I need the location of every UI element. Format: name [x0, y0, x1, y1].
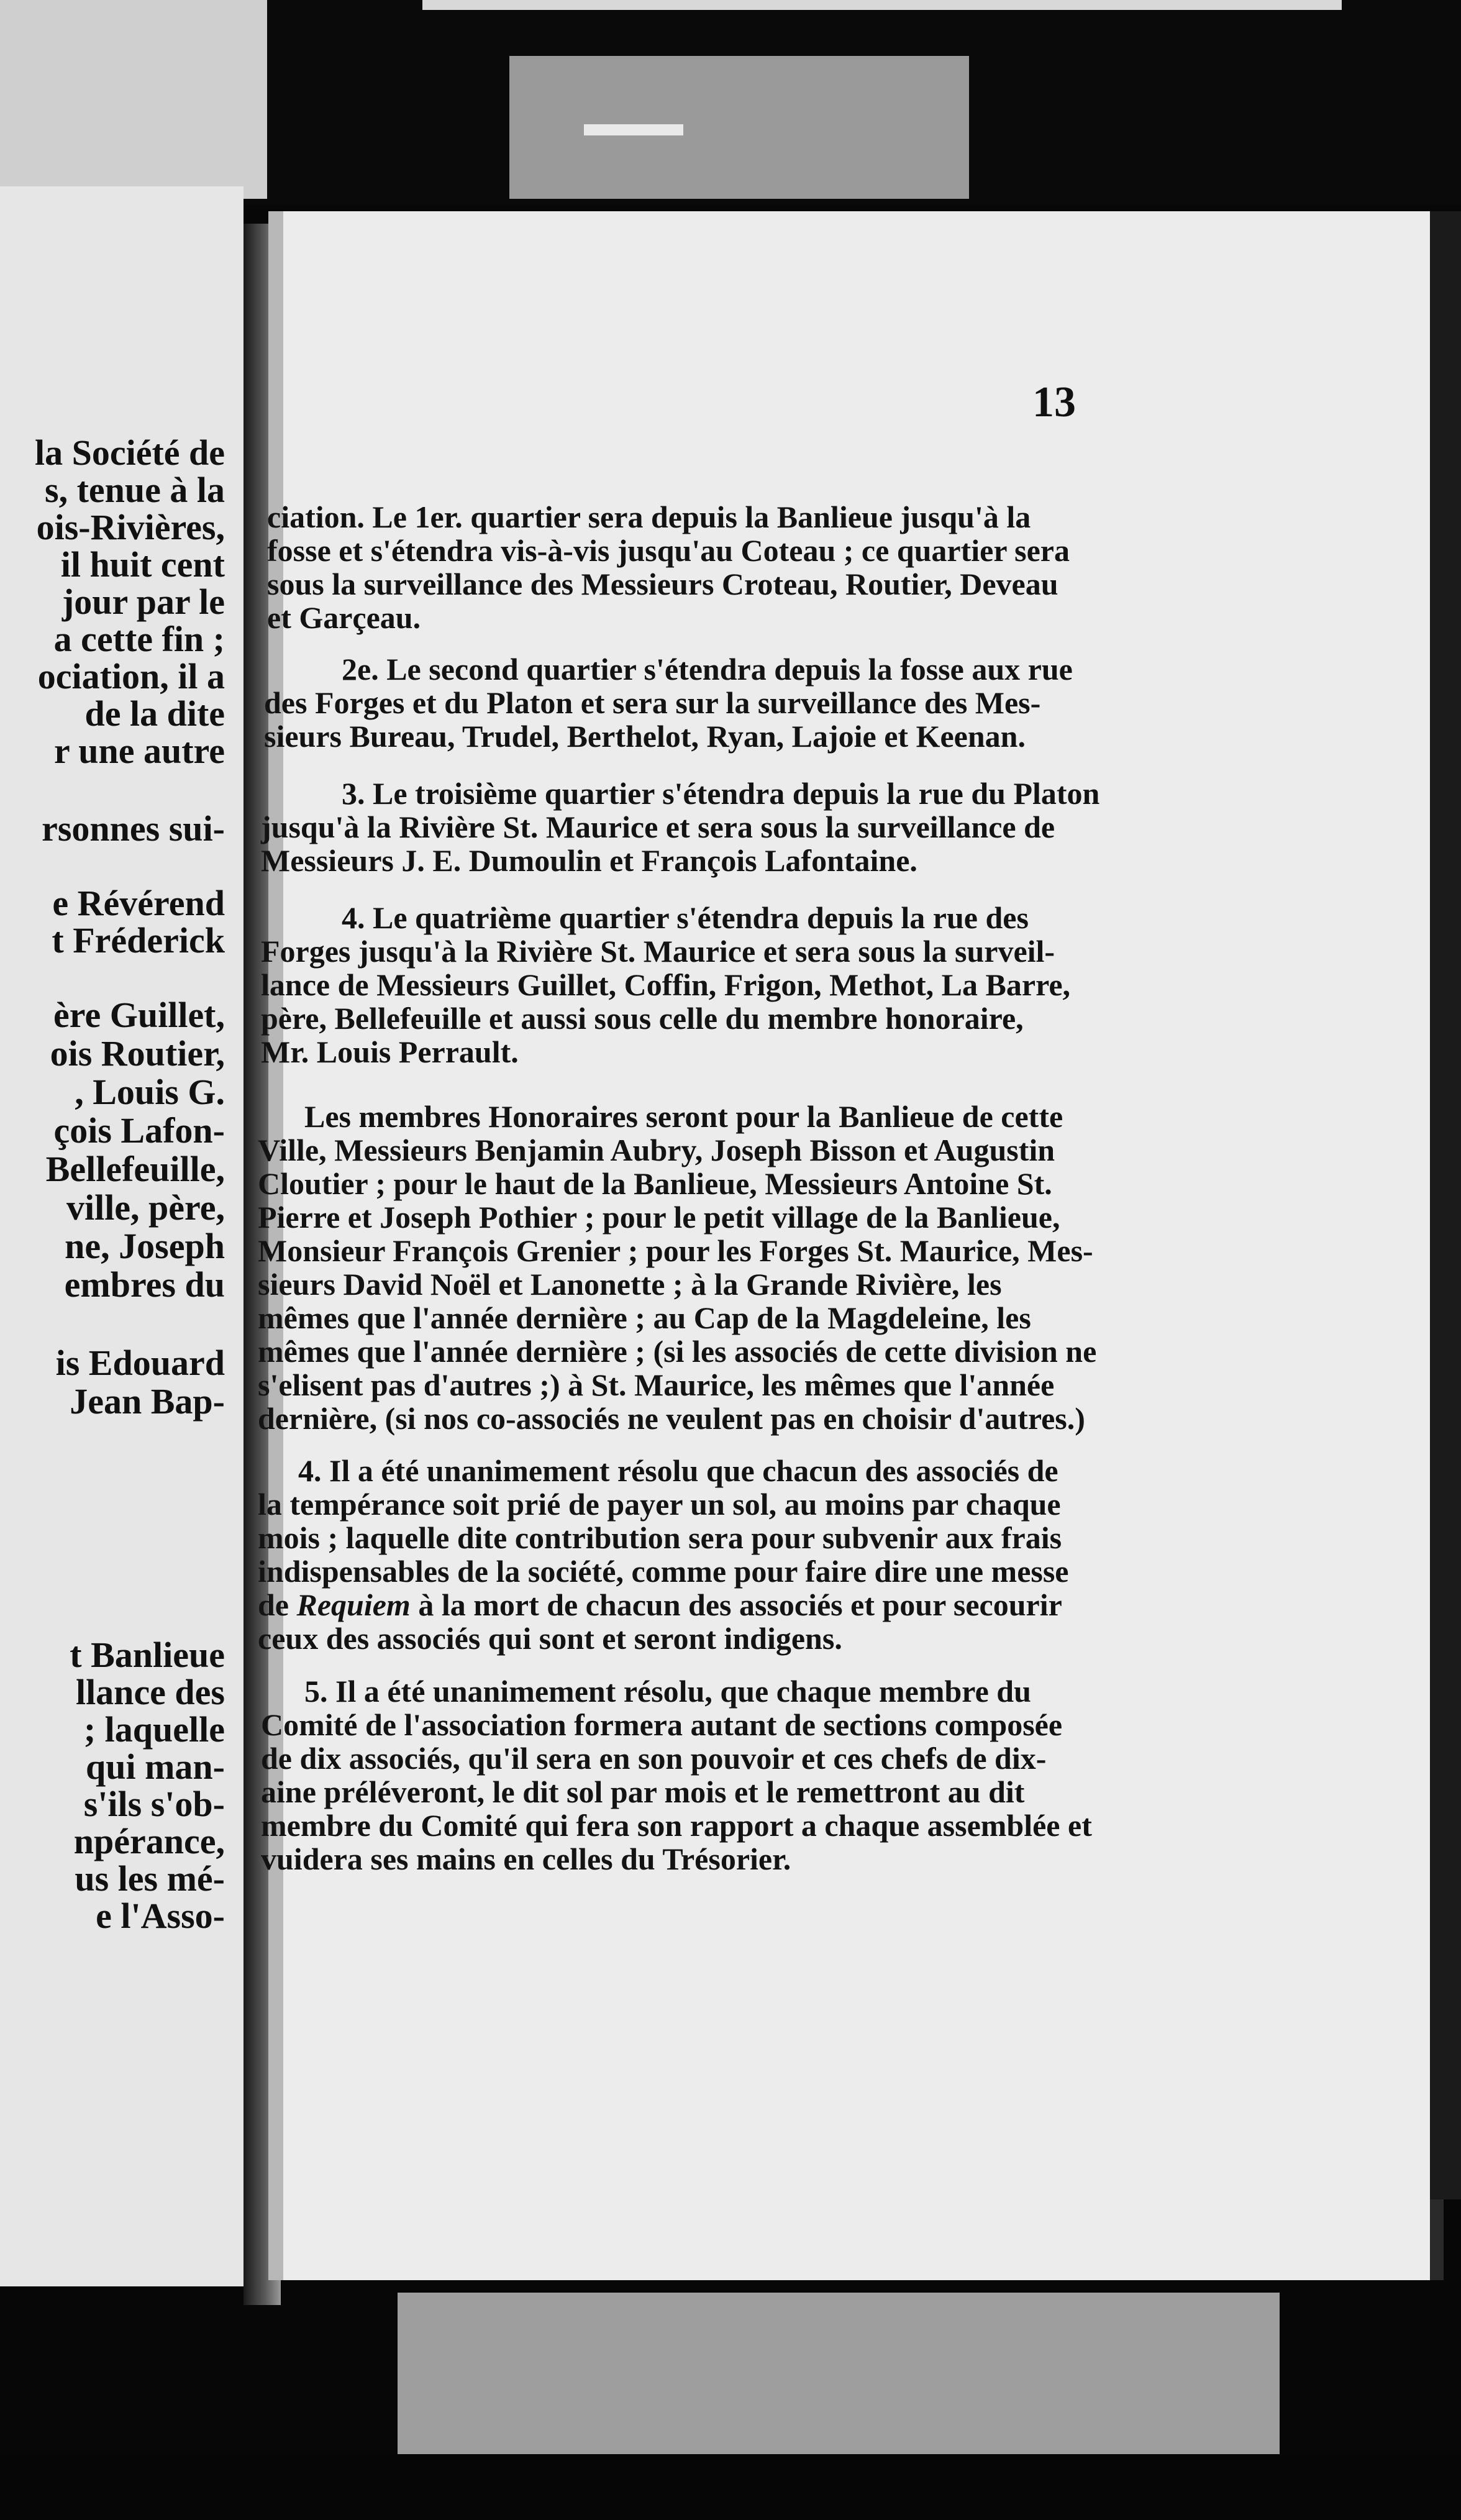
- text-line: 5. Il a été unanimement résolu, que chaque membre du: [304, 1674, 1031, 1709]
- text-line: membre du Comité qui fera son rapport a chaque assemblée et: [261, 1808, 1092, 1843]
- page-right-edge: [1430, 211, 1461, 2199]
- smudge-mark: [584, 124, 683, 135]
- text-line: sieurs Bureau, Trudel, Berthelot, Ryan, Lajoie et Keenan.: [264, 719, 1026, 754]
- text-line: Messieurs J. E. Dumoulin et François Lafontaine.: [261, 843, 917, 878]
- film-gap: [422, 0, 1342, 10]
- left-line: Bellefeuille,: [45, 1149, 225, 1189]
- text-line: 3. Le troisième quartier s'étendra depuis la rue du Platon: [342, 776, 1100, 811]
- text-line: dernière, (si nos co-associés ne veulent pas en choisir d'autres.): [258, 1401, 1085, 1436]
- left-line: e l'Asso-: [96, 1896, 225, 1936]
- text-line: des Forges et du Platon et sera sur la surveillance des Mes-: [264, 685, 1041, 720]
- left-line: Jean Bap-: [70, 1381, 225, 1422]
- text-line: sous la surveillance des Messieurs Croteau, Routier, Deveau: [267, 567, 1058, 601]
- left-line: embres du: [64, 1264, 225, 1305]
- text-line: 4. Le quatrième quartier s'étendra depuis la rue des: [342, 900, 1029, 935]
- left-line: ère Guillet,: [53, 995, 225, 1035]
- text-line: mêmes que l'année dernière ; (si les associés de cette division ne: [258, 1334, 1097, 1369]
- left-line: ociation, il a: [37, 656, 225, 696]
- left-line: ois-Rivières,: [36, 507, 225, 547]
- text-line: Monsieur François Grenier ; pour les Forges St. Maurice, Mes-: [258, 1233, 1093, 1268]
- left-line: us les mé-: [75, 1858, 225, 1899]
- text-line: Ville, Messieurs Benjamin Aubry, Joseph Bisson et Augustin: [258, 1133, 1055, 1167]
- left-line: r une autre: [54, 731, 225, 771]
- left-line: npérance,: [73, 1821, 225, 1861]
- left-line: , Louis G.: [75, 1072, 225, 1112]
- film-strip-top: [509, 56, 969, 199]
- text-line: vuidera ses mains en celles du Trésorier.: [261, 1842, 791, 1876]
- text-line: mêmes que l'année dernière ; au Cap de la Magdeleine, les: [258, 1300, 1031, 1335]
- text-line: [258, 1588, 1062, 1622]
- text-line: Forges jusqu'à la Rivière St. Maurice et sera sous la surveil-: [261, 934, 1055, 969]
- text-fragment: à la mort de chacun des associés et pour secourir: [418, 1587, 1062, 1622]
- left-line: de la dite: [84, 693, 225, 734]
- left-line: e Révérend: [52, 883, 225, 923]
- text-line: Comité de l'association formera autant de sections composée: [261, 1707, 1063, 1742]
- left-line: s, tenue à la: [45, 470, 225, 510]
- film-border-bottom: [0, 2454, 1461, 2520]
- text-line: ceux des associés qui sont et seront indigens.: [258, 1621, 842, 1656]
- text-line: 4. Il a été unanimement résolu que chacun des associés de: [298, 1453, 1058, 1488]
- left-line: ville, père,: [66, 1187, 225, 1228]
- left-line: la Société de: [34, 432, 225, 473]
- text-line: sieurs David Noël et Lanonette ; à la Grande Rivière, les: [258, 1267, 1002, 1302]
- left-line: ois Routier,: [50, 1033, 225, 1074]
- text-line: indispensables de la société, comme pour faire dire une messe: [258, 1554, 1069, 1589]
- left-line: t Fréderick: [52, 920, 225, 961]
- left-line: ; laquelle: [83, 1709, 225, 1750]
- left-line: llance des: [75, 1672, 225, 1712]
- text-line: père, Bellefeuille et aussi sous celle du membre honoraire,: [261, 1001, 1024, 1036]
- text-line: la tempérance soit prié de payer un sol, au moins par chaque: [258, 1487, 1061, 1522]
- text-line: mois ; laquelle dite contribution sera pour subvenir aux frais: [258, 1520, 1062, 1555]
- left-line: rsonnes sui-: [42, 808, 225, 849]
- left-line: t Banlieue: [70, 1635, 225, 1675]
- left-line: jour par le: [61, 582, 225, 622]
- text-line: Pierre et Joseph Pothier ; pour le petit village de la Banlieue,: [258, 1200, 1060, 1235]
- text-line: Les membres Honoraires seront pour la Banlieue de cette: [304, 1099, 1063, 1134]
- left-line: il huit cent: [60, 544, 225, 585]
- text-line: ciation. Le 1er. quartier sera depuis la Banlieue jusqu'à la: [267, 500, 1031, 534]
- text-line: de dix associés, qu'il sera en son pouvoir et ces chefs de dix-: [261, 1741, 1047, 1776]
- italic-word: Requiem: [296, 1587, 411, 1622]
- left-line: s'ils s'ob-: [83, 1784, 225, 1824]
- text-line: s'elisent pas d'autres ;) à St. Maurice, les mêmes que l'année: [258, 1367, 1055, 1402]
- left-line: çois Lafon-: [53, 1110, 225, 1151]
- text-line: aine préléveront, le dit sol par mois et le remettront au dit: [261, 1774, 1025, 1809]
- left-facing-page: [0, 186, 244, 2286]
- left-line: qui man-: [85, 1746, 225, 1787]
- page-number: 13: [1032, 378, 1076, 426]
- left-line: ne, Joseph: [65, 1226, 225, 1266]
- previous-page-top: [0, 0, 267, 199]
- text-line: 2e. Le second quartier s'étendra depuis la fosse aux rue: [342, 652, 1073, 687]
- text-line: fosse et s'étendra vis-à-vis jusqu'au Coteau ; ce quartier sera: [267, 533, 1070, 568]
- film-strip-bottom: [398, 2293, 1280, 2454]
- text-line: Mr. Louis Perrault.: [261, 1034, 519, 1069]
- text-line: lance de Messieurs Guillet, Coffin, Frigon, Methot, La Barre,: [261, 967, 1071, 1002]
- text-line: Cloutier ; pour le haut de la Banlieue, Messieurs Antoine St.: [258, 1166, 1052, 1201]
- left-line: is Edouard: [55, 1343, 225, 1383]
- left-line: a cette fin ;: [53, 619, 225, 659]
- text-line: et Garçeau.: [267, 600, 421, 635]
- text-fragment: de: [258, 1587, 289, 1622]
- text-line: jusqu'à la Rivière St. Maurice et sera sous la surveillance de: [261, 810, 1055, 844]
